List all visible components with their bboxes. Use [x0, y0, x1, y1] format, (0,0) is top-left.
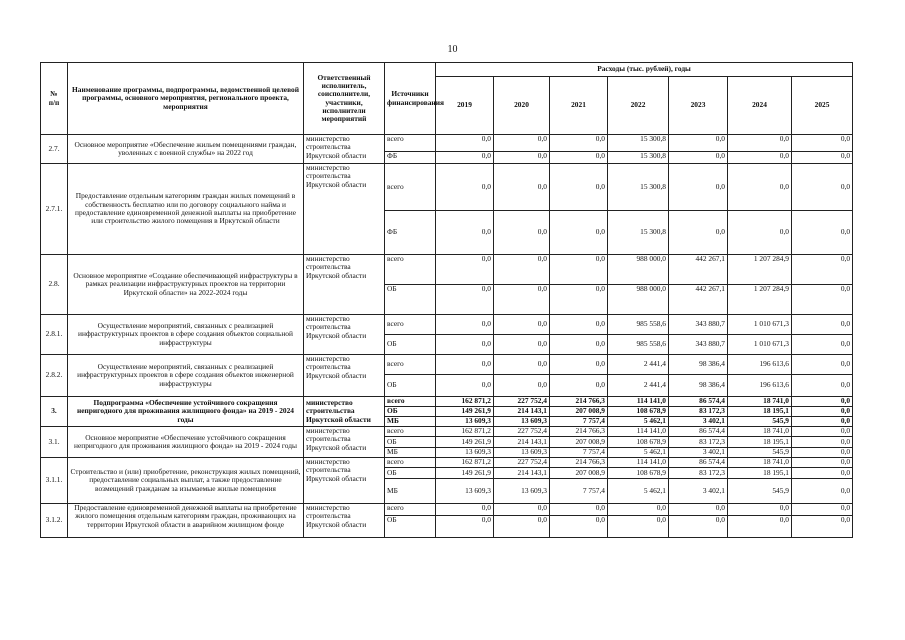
table-row [41, 164, 853, 211]
expense-value: 98 386,4 [669, 355, 728, 375]
funding-source: МБ [385, 417, 436, 427]
row-responsible: министерство строительства Иркутской области [304, 458, 385, 504]
expense-value: 545,9 [728, 479, 792, 504]
expense-value: 13 609,3 [494, 479, 550, 504]
row-responsible: министерство строительства Иркутской области [304, 135, 385, 164]
expense-value: 0,0 [550, 255, 608, 285]
expense-value: 0,0 [792, 504, 853, 516]
expense-value: 0,0 [550, 335, 608, 355]
expense-value: 149 261,9 [436, 407, 494, 417]
expense-value: 13 609,3 [436, 479, 494, 504]
expense-value: 196 613,6 [728, 375, 792, 397]
expense-value: 0,0 [608, 504, 669, 516]
expense-value: 0,0 [494, 315, 550, 335]
expense-value: 545,9 [728, 448, 792, 458]
expense-value: 3 402,1 [669, 479, 728, 504]
row-number: 2.7.1. [41, 164, 68, 255]
expense-value: 0,0 [436, 516, 494, 538]
expense-value: 214 766,3 [550, 427, 608, 437]
table-row [41, 427, 853, 437]
expense-value: 985 558,6 [608, 335, 669, 355]
expense-value: 13 609,3 [436, 417, 494, 427]
expense-value: 207 008,9 [550, 407, 608, 417]
expense-value: 3 402,1 [669, 448, 728, 458]
expense-value: 83 172,3 [669, 437, 728, 448]
table-row [41, 504, 853, 516]
row-responsible: министерство строительства Иркутской области [304, 255, 385, 315]
expense-value: 207 008,9 [550, 468, 608, 479]
header-year: 2019 [436, 77, 494, 135]
row-name: Подпрограмма «Обеспечение устойчивого сокращения непригодного для проживания жилищного фонда» на 2019 - 2024 годы [68, 397, 304, 427]
table-row [41, 355, 853, 375]
expense-value: 0,0 [669, 164, 728, 211]
row-number: 2.8.1. [41, 315, 68, 355]
funding-source: всего [385, 427, 436, 437]
row-number: 3. [41, 397, 68, 427]
expense-value: 0,0 [792, 315, 853, 335]
row-number: 2.8. [41, 255, 68, 315]
expense-value: 0,0 [436, 255, 494, 285]
expense-value: 7 757,4 [550, 417, 608, 427]
expense-value: 227 752,4 [494, 397, 550, 407]
expense-value: 0,0 [494, 375, 550, 397]
expense-value: 86 574,4 [669, 397, 728, 407]
row-name: Основное мероприятие «Создание обеспечивающей инфраструктуры в рамках реализации инфраструктурных проектов на территории Иркутской области» на 2022-2024 годы [68, 255, 304, 315]
expense-value: 83 172,3 [669, 468, 728, 479]
table-row [41, 397, 853, 407]
header-row [41, 63, 853, 77]
table-row [41, 255, 853, 285]
expense-value: 0,0 [494, 504, 550, 516]
expense-value: 0,0 [669, 152, 728, 164]
expense-value: 0,0 [792, 335, 853, 355]
header-year: 2022 [608, 77, 669, 135]
expense-value: 0,0 [608, 516, 669, 538]
expense-value: 0,0 [550, 516, 608, 538]
expense-value: 0,0 [494, 152, 550, 164]
expense-value: 227 752,4 [494, 458, 550, 468]
expense-value: 0,0 [494, 255, 550, 285]
expense-value: 0,0 [792, 437, 853, 448]
expense-value: 0,0 [436, 335, 494, 355]
expense-value: 0,0 [792, 479, 853, 504]
funding-source: МБ [385, 479, 436, 504]
funding-source: всего [385, 504, 436, 516]
row-responsible: министерство строительства Иркутской области [304, 315, 385, 355]
expense-value: 207 008,9 [550, 437, 608, 448]
header-name: Наименование программы, подпрограммы, ведомственной целевой программы, основного мероприятия, регионального проекта, мероприятия [68, 63, 304, 135]
expense-value: 1 010 671,3 [728, 335, 792, 355]
header-year: 2023 [669, 77, 728, 135]
expense-value: 0,0 [436, 135, 494, 152]
expense-value: 5 462,1 [608, 448, 669, 458]
expense-value: 15 300,8 [608, 152, 669, 164]
row-name: Предоставление отдельным категориям граждан жилых помещений в собственность бесплатно или по договору социального найма и предоставление единовременной денежной выплаты на приобретение или строительство жилого помещения в Иркутской области [68, 164, 304, 255]
expense-value: 227 752,4 [494, 427, 550, 437]
expense-value: 442 267,1 [669, 255, 728, 285]
expense-value: 442 267,1 [669, 285, 728, 315]
expense-value: 86 574,4 [669, 458, 728, 468]
expense-value: 18 195,1 [728, 407, 792, 417]
expense-value: 0,0 [792, 407, 853, 417]
expense-value: 0,0 [436, 504, 494, 516]
table-row [41, 135, 853, 152]
funding-source: ФБ [385, 152, 436, 164]
expense-value: 0,0 [728, 504, 792, 516]
funding-source: всего [385, 397, 436, 407]
row-responsible: министерство строительства Иркутской области [304, 164, 385, 255]
funding-source: всего [385, 135, 436, 152]
row-responsible: министерство строительства Иркутской области [304, 427, 385, 458]
expense-value: 343 880,7 [669, 335, 728, 355]
expense-value: 108 678,9 [608, 407, 669, 417]
funding-source: всего [385, 315, 436, 335]
header-year: 2024 [728, 77, 792, 135]
expense-value: 18 195,1 [728, 468, 792, 479]
expense-value: 15 300,8 [608, 211, 669, 255]
header-year: 2020 [494, 77, 550, 135]
expense-value: 149 261,9 [436, 437, 494, 448]
expense-value: 1 207 284,9 [728, 255, 792, 285]
expense-value: 2 441,4 [608, 375, 669, 397]
expense-value: 13 609,3 [436, 448, 494, 458]
expense-value: 0,0 [436, 164, 494, 211]
header-expenses: Расходы (тыс. рублей), годы [436, 63, 853, 77]
expense-value: 0,0 [436, 355, 494, 375]
funding-source: ОБ [385, 468, 436, 479]
expense-value: 988 000,0 [608, 285, 669, 315]
expense-value: 0,0 [792, 152, 853, 164]
expense-value: 0,0 [550, 355, 608, 375]
expense-value: 98 386,4 [669, 375, 728, 397]
expense-value: 0,0 [792, 135, 853, 152]
expense-value: 0,0 [792, 164, 853, 211]
table-row [41, 315, 853, 335]
expense-value: 0,0 [792, 211, 853, 255]
expense-value: 108 678,9 [608, 468, 669, 479]
row-number: 2.7. [41, 135, 68, 164]
expense-value: 0,0 [792, 427, 853, 437]
expense-value: 162 871,2 [436, 427, 494, 437]
expense-value: 0,0 [792, 468, 853, 479]
expense-value: 196 613,6 [728, 355, 792, 375]
funding-source: всего [385, 458, 436, 468]
expense-value: 0,0 [792, 397, 853, 407]
expense-value: 214 143,1 [494, 437, 550, 448]
expense-value: 18 195,1 [728, 437, 792, 448]
row-number: 3.1.2. [41, 504, 68, 538]
expense-value: 0,0 [550, 164, 608, 211]
expense-value: 0,0 [792, 458, 853, 468]
row-number: 3.1. [41, 427, 68, 458]
expense-value: 0,0 [792, 355, 853, 375]
expense-value: 0,0 [550, 315, 608, 335]
expense-value: 0,0 [792, 285, 853, 315]
budget-table [40, 62, 853, 538]
row-responsible: министерство строительства Иркутской области [304, 397, 385, 427]
expense-value: 0,0 [550, 285, 608, 315]
funding-source: ОБ [385, 437, 436, 448]
expense-value: 1 207 284,9 [728, 285, 792, 315]
expense-value: 0,0 [792, 448, 853, 458]
expense-value: 86 574,4 [669, 427, 728, 437]
expense-value: 162 871,2 [436, 458, 494, 468]
expense-value: 114 141,0 [608, 427, 669, 437]
expense-value: 18 741,0 [728, 427, 792, 437]
expense-value: 5 462,1 [608, 417, 669, 427]
expense-value: 0,0 [728, 211, 792, 255]
funding-source: всего [385, 255, 436, 285]
expense-value: 114 141,0 [608, 397, 669, 407]
expense-value: 0,0 [728, 135, 792, 152]
expense-value: 18 741,0 [728, 458, 792, 468]
expense-value: 0,0 [550, 135, 608, 152]
row-responsible: министерство строительства Иркутской области [304, 355, 385, 397]
expense-value: 162 871,2 [436, 397, 494, 407]
row-responsible: министерство строительства Иркутской области [304, 504, 385, 538]
expense-value: 0,0 [728, 164, 792, 211]
header-num: № п/п [41, 63, 68, 135]
expense-value: 0,0 [792, 417, 853, 427]
expense-value: 0,0 [550, 152, 608, 164]
expense-value: 0,0 [436, 285, 494, 315]
expense-value: 0,0 [494, 355, 550, 375]
expense-value: 0,0 [669, 211, 728, 255]
row-name: Осуществление мероприятий, связанных с реализацией инфраструктурных проектов в сфере создания объектов инженерной инфраструктуры [68, 355, 304, 397]
expense-value: 0,0 [494, 211, 550, 255]
expense-value: 0,0 [436, 211, 494, 255]
expense-value: 0,0 [728, 516, 792, 538]
expense-value: 13 609,3 [494, 448, 550, 458]
expense-value: 0,0 [436, 375, 494, 397]
funding-source: ОБ [385, 285, 436, 315]
row-name: Осуществление мероприятий, связанных с реализацией инфраструктурных проектов в сфере создания объектов социальной инфраструктуры [68, 315, 304, 355]
expense-value: 985 558,6 [608, 315, 669, 335]
funding-source: МБ [385, 448, 436, 458]
expense-value: 343 880,7 [669, 315, 728, 335]
expense-value: 2 441,4 [608, 355, 669, 375]
expense-value: 545,9 [728, 417, 792, 427]
row-name: Основное мероприятие «Обеспечение жильем помещениями граждан, уволенных с военной службы» на 2022 год [68, 135, 304, 164]
expense-value: 988 000,0 [608, 255, 669, 285]
row-name: Основное мероприятие «Обеспечение устойчивого сокращения непригодного для проживания жилищного фонда» на 2019 - 2024 годы [68, 427, 304, 458]
expense-value: 214 143,1 [494, 407, 550, 417]
expense-value: 1 010 671,3 [728, 315, 792, 335]
expense-value: 83 172,3 [669, 407, 728, 417]
expense-value: 0,0 [669, 504, 728, 516]
expense-value: 13 609,3 [494, 417, 550, 427]
table-row [41, 458, 853, 468]
expense-value: 0,0 [550, 375, 608, 397]
expense-value: 7 757,4 [550, 479, 608, 504]
expense-value: 0,0 [669, 135, 728, 152]
header-resp: Ответственный исполнитель, соисполнители, участники, исполнители мероприятий [304, 63, 385, 135]
funding-source: ОБ [385, 375, 436, 397]
expense-value: 0,0 [728, 152, 792, 164]
expense-value: 18 741,0 [728, 397, 792, 407]
expense-value: 0,0 [550, 211, 608, 255]
expense-value: 0,0 [494, 164, 550, 211]
expense-value: 0,0 [669, 516, 728, 538]
expense-value: 0,0 [792, 375, 853, 397]
header-src: Источники финансирования [385, 63, 436, 135]
expense-value: 0,0 [494, 335, 550, 355]
expense-value: 214 766,3 [550, 397, 608, 407]
funding-source: ФБ [385, 211, 436, 255]
row-name: Предоставление единовременной денежной выплаты на приобретение жилого помещения отдельным категориям граждан, проживающих на территории Иркутской области в аварийном жилищном фонде [68, 504, 304, 538]
expense-value: 0,0 [792, 516, 853, 538]
expense-value: 3 402,1 [669, 417, 728, 427]
expense-value: 0,0 [436, 315, 494, 335]
expense-value: 214 766,3 [550, 458, 608, 468]
expense-value: 5 462,1 [608, 479, 669, 504]
expense-value: 15 300,8 [608, 135, 669, 152]
expense-value: 114 141,0 [608, 458, 669, 468]
expense-value: 0,0 [436, 152, 494, 164]
row-number: 3.1.1. [41, 458, 68, 504]
funding-source: всего [385, 164, 436, 211]
expense-value: 0,0 [550, 504, 608, 516]
expense-value: 7 757,4 [550, 448, 608, 458]
funding-source: ОБ [385, 335, 436, 355]
header-year: 2025 [792, 77, 853, 135]
funding-source: всего [385, 355, 436, 375]
expense-value: 0,0 [494, 285, 550, 315]
funding-source: ОБ [385, 516, 436, 538]
page-number: 10 [447, 44, 458, 55]
funding-source: ОБ [385, 407, 436, 417]
expense-value: 108 678,9 [608, 437, 669, 448]
row-number: 2.8.2. [41, 355, 68, 397]
expense-value: 15 300,8 [608, 164, 669, 211]
expense-value: 0,0 [494, 516, 550, 538]
expense-value: 0,0 [792, 255, 853, 285]
header-year: 2021 [550, 77, 608, 135]
row-name: Строительство и (или) приобретение, реконструкция жилых помещений, предоставление социальных выплат, а также предоставление возмещений гражданам за изымаемые жилые помещения [68, 458, 304, 504]
expense-value: 214 143,1 [494, 468, 550, 479]
expense-value: 0,0 [494, 135, 550, 152]
expense-value: 149 261,9 [436, 468, 494, 479]
